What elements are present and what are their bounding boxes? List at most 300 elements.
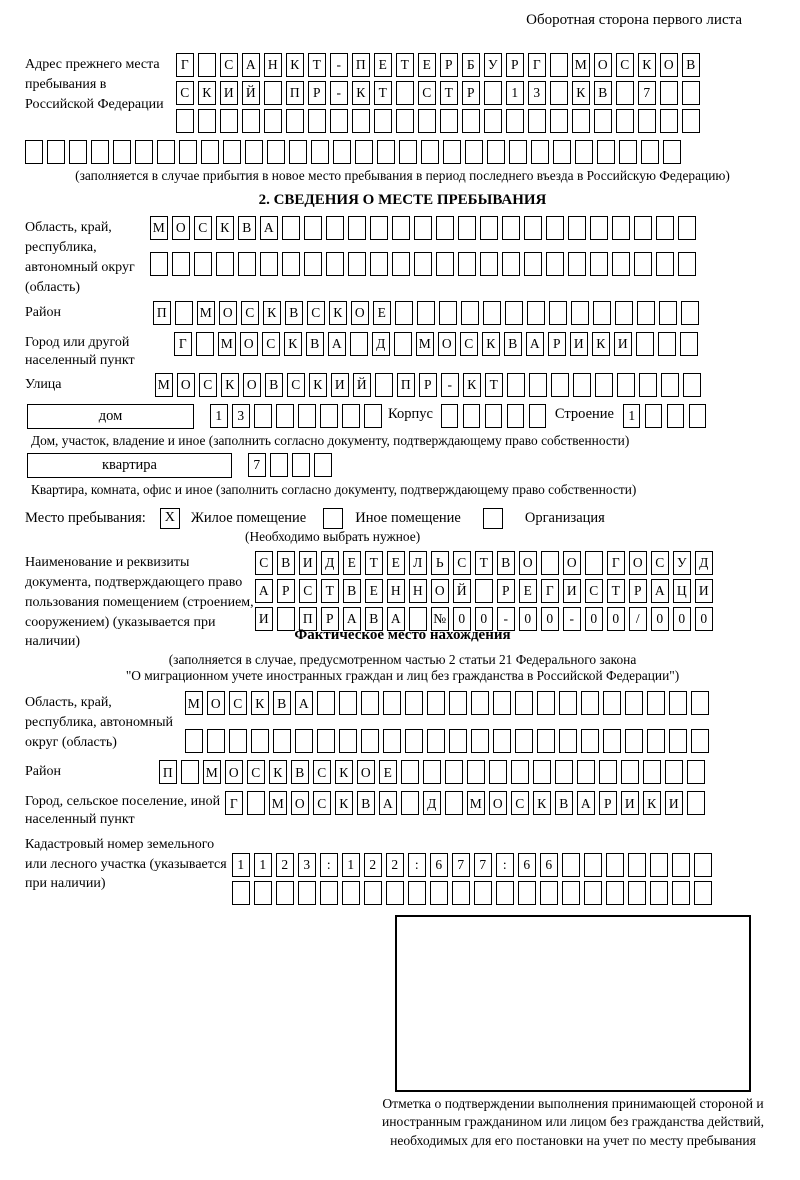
actual-location-note1: (заполняется в случае, предусмотренном частью 2 статьи 21 Федерального закона bbox=[168, 652, 637, 668]
char-cell bbox=[533, 760, 551, 784]
char-cell: С bbox=[241, 301, 259, 325]
char-cell: Е bbox=[519, 579, 537, 603]
char-cell: Г bbox=[541, 579, 559, 603]
char-cell: С bbox=[418, 81, 436, 105]
char-cell: 0 bbox=[585, 607, 603, 631]
page-header: Оборотная сторона первого листа bbox=[526, 12, 742, 28]
char-cell: И bbox=[695, 579, 713, 603]
char-cell bbox=[581, 691, 599, 715]
char-cell bbox=[515, 729, 533, 753]
char-cell: В bbox=[555, 791, 573, 815]
char-cell bbox=[577, 760, 595, 784]
char-cell bbox=[462, 109, 480, 133]
char-cell: О bbox=[357, 760, 375, 784]
char-cell: Г bbox=[607, 551, 625, 575]
char-cell: Е bbox=[379, 760, 397, 784]
char-cell: Р bbox=[506, 53, 524, 77]
char-cell: О bbox=[660, 53, 678, 77]
char-cell bbox=[540, 881, 558, 905]
char-cell bbox=[678, 216, 696, 240]
char-cell: В bbox=[504, 332, 522, 356]
char-cell bbox=[663, 140, 681, 164]
char-cell bbox=[531, 140, 549, 164]
char-cell bbox=[551, 373, 569, 397]
char-cell: Р bbox=[497, 579, 515, 603]
char-cell: П bbox=[352, 53, 370, 77]
char-cell bbox=[568, 252, 586, 276]
char-cell: К bbox=[352, 81, 370, 105]
char-cell bbox=[518, 881, 536, 905]
actual-city-field bbox=[25, 791, 780, 829]
char-cell bbox=[396, 81, 414, 105]
char-cell: О bbox=[629, 551, 647, 575]
char-cell bbox=[436, 252, 454, 276]
char-cell bbox=[339, 691, 357, 715]
region-row-2 bbox=[150, 252, 700, 276]
char-cell bbox=[573, 373, 591, 397]
char-cell bbox=[314, 453, 332, 477]
char-cell bbox=[276, 881, 294, 905]
char-cell: С bbox=[313, 760, 331, 784]
char-cell bbox=[621, 760, 639, 784]
char-cell bbox=[273, 729, 291, 753]
char-cell: Г bbox=[225, 791, 243, 815]
char-cell: Н bbox=[264, 53, 282, 77]
char-cell bbox=[417, 301, 435, 325]
char-cell: Г bbox=[176, 53, 194, 77]
char-cell: 3 bbox=[232, 404, 250, 428]
char-cell: Т bbox=[374, 81, 392, 105]
char-cell: Р bbox=[277, 579, 295, 603]
char-cell bbox=[619, 140, 637, 164]
char-cell bbox=[333, 140, 351, 164]
char-cell bbox=[436, 216, 454, 240]
char-cell bbox=[276, 404, 294, 428]
char-cell: П bbox=[397, 373, 415, 397]
char-cell bbox=[364, 881, 382, 905]
char-cell bbox=[694, 881, 712, 905]
char-cell bbox=[298, 404, 316, 428]
char-cell: П bbox=[299, 607, 317, 631]
char-cell: С bbox=[220, 53, 238, 77]
char-cell bbox=[658, 332, 676, 356]
char-cell bbox=[461, 301, 479, 325]
char-cell bbox=[682, 81, 700, 105]
actual-region-field bbox=[25, 691, 780, 757]
char-cell: М bbox=[467, 791, 485, 815]
char-cell: О bbox=[431, 579, 449, 603]
char-cell: И bbox=[621, 791, 639, 815]
char-cell bbox=[637, 301, 655, 325]
char-cell: О bbox=[438, 332, 456, 356]
char-cell bbox=[550, 53, 568, 77]
char-cell bbox=[348, 252, 366, 276]
char-cell bbox=[181, 760, 199, 784]
stroenie-label: Строение bbox=[554, 405, 614, 422]
char-cell: Е bbox=[343, 551, 361, 575]
char-cell: К bbox=[638, 53, 656, 77]
char-cell bbox=[559, 729, 577, 753]
char-cell bbox=[528, 109, 546, 133]
char-cell bbox=[667, 404, 685, 428]
char-cell bbox=[150, 252, 168, 276]
stay-type-note: (Необходимо выбрать нужное) bbox=[245, 528, 421, 544]
char-cell bbox=[599, 760, 617, 784]
char-cell: - bbox=[497, 607, 515, 631]
apartment-cells bbox=[248, 453, 336, 477]
char-cell bbox=[493, 729, 511, 753]
char-cell: У bbox=[673, 551, 691, 575]
char-cell: Р bbox=[321, 607, 339, 631]
char-cell: В bbox=[365, 607, 383, 631]
char-cell bbox=[264, 109, 282, 133]
char-cell: О bbox=[172, 216, 190, 240]
actual-district-row bbox=[159, 760, 709, 784]
char-cell: В bbox=[273, 691, 291, 715]
char-cell bbox=[484, 109, 502, 133]
district-field bbox=[25, 301, 780, 329]
char-cell bbox=[606, 853, 624, 877]
char-cell bbox=[317, 729, 335, 753]
apartment-note: Квартира, комната, офис и иное (заполнить согласно документу, подтверждающему право собственности) bbox=[31, 481, 637, 497]
char-cell: А bbox=[379, 791, 397, 815]
char-cell bbox=[157, 140, 175, 164]
char-cell: В bbox=[265, 373, 283, 397]
char-cell: К bbox=[284, 332, 302, 356]
char-cell: Р bbox=[308, 81, 326, 105]
char-cell: 0 bbox=[651, 607, 669, 631]
char-cell bbox=[691, 729, 709, 753]
char-cell bbox=[502, 216, 520, 240]
char-cell: 0 bbox=[541, 607, 559, 631]
char-cell bbox=[311, 140, 329, 164]
char-cell: К bbox=[286, 53, 304, 77]
char-cell bbox=[414, 252, 432, 276]
char-cell bbox=[304, 216, 322, 240]
char-cell bbox=[423, 760, 441, 784]
char-cell: С bbox=[307, 301, 325, 325]
char-cell bbox=[682, 109, 700, 133]
char-cell: К bbox=[335, 791, 353, 815]
char-cell bbox=[449, 691, 467, 715]
char-cell bbox=[572, 109, 590, 133]
char-cell bbox=[245, 140, 263, 164]
char-cell bbox=[475, 579, 493, 603]
char-cell: М bbox=[572, 53, 590, 77]
char-cell: 6 bbox=[518, 853, 536, 877]
char-cell bbox=[91, 140, 109, 164]
checkbox-org bbox=[483, 508, 503, 529]
char-cell bbox=[308, 109, 326, 133]
char-cell bbox=[254, 404, 272, 428]
char-cell: М bbox=[150, 216, 168, 240]
char-cell: М bbox=[197, 301, 215, 325]
char-cell: А bbox=[651, 579, 669, 603]
char-cell bbox=[524, 216, 542, 240]
char-cell bbox=[489, 760, 507, 784]
char-cell: О bbox=[489, 791, 507, 815]
char-cell: В bbox=[277, 551, 295, 575]
char-cell: - bbox=[563, 607, 581, 631]
char-cell bbox=[575, 140, 593, 164]
char-cell: 7 bbox=[248, 453, 266, 477]
char-cell: В bbox=[291, 760, 309, 784]
district-label: Район bbox=[25, 304, 61, 320]
korpus-label: Корпус bbox=[388, 405, 433, 422]
char-cell: В bbox=[306, 332, 324, 356]
char-cell: У bbox=[484, 53, 502, 77]
prev-address-label: Адрес прежнего места пребывания в Российской Федерации bbox=[25, 57, 164, 112]
char-cell: 1 bbox=[232, 853, 250, 877]
char-cell bbox=[452, 881, 470, 905]
char-cell: О bbox=[177, 373, 195, 397]
char-cell bbox=[439, 301, 457, 325]
char-cell: К bbox=[463, 373, 481, 397]
char-cell: 0 bbox=[695, 607, 713, 631]
char-cell bbox=[584, 881, 602, 905]
cadastral-label: Кадастровый номер земельного или лесного участка (указывается при наличии) bbox=[25, 836, 227, 892]
actual-city-row bbox=[225, 791, 709, 815]
char-cell: М bbox=[269, 791, 287, 815]
char-cell: А bbox=[387, 607, 405, 631]
char-cell bbox=[445, 791, 463, 815]
char-cell: - bbox=[330, 53, 348, 77]
char-cell bbox=[669, 691, 687, 715]
char-cell bbox=[628, 881, 646, 905]
prev-address-row-1 bbox=[176, 53, 704, 77]
char-cell bbox=[634, 216, 652, 240]
char-cell: Р bbox=[629, 579, 647, 603]
region-label: Область, край, республика, автономный округ (область) bbox=[25, 220, 135, 295]
char-cell bbox=[207, 729, 225, 753]
char-cell bbox=[687, 791, 705, 815]
char-cell bbox=[405, 691, 423, 715]
char-cell: О bbox=[563, 551, 581, 575]
option-inoe-label: Иное помещение bbox=[355, 509, 461, 526]
char-cell bbox=[396, 109, 414, 133]
stay-type-row bbox=[25, 508, 780, 529]
option-zhiloe-label: Жилое помещение bbox=[190, 509, 307, 526]
char-cell: С bbox=[299, 579, 317, 603]
char-cell bbox=[229, 729, 247, 753]
char-cell bbox=[612, 216, 630, 240]
char-cell: С bbox=[453, 551, 471, 575]
char-cell bbox=[678, 252, 696, 276]
char-cell: В bbox=[357, 791, 375, 815]
char-cell: - bbox=[330, 81, 348, 105]
char-cell bbox=[529, 404, 547, 428]
char-cell: Д bbox=[695, 551, 713, 575]
char-cell bbox=[507, 404, 525, 428]
char-cell bbox=[553, 140, 571, 164]
city-label: Город или другой населенный пункт bbox=[25, 334, 135, 368]
char-cell: 1 bbox=[254, 853, 272, 877]
char-cell: - bbox=[441, 373, 459, 397]
checkbox-zhiloe: X bbox=[160, 508, 180, 529]
char-cell: В bbox=[238, 216, 256, 240]
char-cell: 7 bbox=[638, 81, 656, 105]
char-cell bbox=[471, 729, 489, 753]
char-cell: 0 bbox=[673, 607, 691, 631]
char-cell bbox=[270, 453, 288, 477]
char-cell bbox=[680, 332, 698, 356]
char-cell bbox=[421, 140, 439, 164]
char-cell bbox=[581, 729, 599, 753]
char-cell bbox=[427, 691, 445, 715]
char-cell: К bbox=[269, 760, 287, 784]
char-cell: С bbox=[460, 332, 478, 356]
char-cell bbox=[427, 729, 445, 753]
char-cell: Й bbox=[242, 81, 260, 105]
char-cell: К bbox=[221, 373, 239, 397]
char-cell bbox=[342, 404, 360, 428]
char-cell bbox=[317, 691, 335, 715]
char-cell bbox=[590, 252, 608, 276]
char-cell: 1 bbox=[623, 404, 641, 428]
char-cell bbox=[687, 760, 705, 784]
char-cell: И bbox=[331, 373, 349, 397]
char-cell bbox=[480, 216, 498, 240]
char-cell: Т bbox=[396, 53, 414, 77]
char-cell bbox=[304, 252, 322, 276]
char-cell bbox=[511, 760, 529, 784]
char-cell: В bbox=[594, 81, 612, 105]
char-cell bbox=[628, 853, 646, 877]
char-cell bbox=[612, 252, 630, 276]
char-cell: Г bbox=[528, 53, 546, 77]
char-cell bbox=[694, 853, 712, 877]
street-label: Улица bbox=[25, 376, 62, 392]
char-cell: М bbox=[203, 760, 221, 784]
char-cell bbox=[383, 691, 401, 715]
actual-city-label: Город, сельское поселение, иной населенный пункт bbox=[25, 794, 221, 828]
char-cell bbox=[484, 81, 502, 105]
char-cell: О bbox=[219, 301, 237, 325]
char-cell: К bbox=[198, 81, 216, 105]
char-cell: Е bbox=[365, 579, 383, 603]
char-cell: К bbox=[329, 301, 347, 325]
char-cell bbox=[487, 140, 505, 164]
char-cell: С bbox=[511, 791, 529, 815]
char-cell: Ц bbox=[673, 579, 691, 603]
district-row bbox=[153, 301, 703, 325]
char-cell: С bbox=[262, 332, 280, 356]
char-cell bbox=[216, 252, 234, 276]
char-cell: 3 bbox=[298, 853, 316, 877]
house-row bbox=[27, 404, 780, 432]
char-cell bbox=[656, 252, 674, 276]
char-cell: И bbox=[299, 551, 317, 575]
char-cell: К bbox=[251, 691, 269, 715]
char-cell: О bbox=[240, 332, 258, 356]
char-cell bbox=[176, 109, 194, 133]
char-cell: В bbox=[682, 53, 700, 77]
char-cell: П bbox=[286, 81, 304, 105]
char-cell: Ь bbox=[431, 551, 449, 575]
char-cell bbox=[660, 81, 678, 105]
char-cell: К bbox=[572, 81, 590, 105]
char-cell bbox=[295, 729, 313, 753]
char-cell: А bbox=[260, 216, 278, 240]
char-cell: 7 bbox=[474, 853, 492, 877]
char-cell: С bbox=[255, 551, 273, 575]
char-cell bbox=[625, 729, 643, 753]
prev-address-row-2 bbox=[176, 81, 704, 105]
char-cell bbox=[414, 216, 432, 240]
char-cell bbox=[537, 691, 555, 715]
char-cell: С bbox=[313, 791, 331, 815]
char-cell: С bbox=[585, 579, 603, 603]
char-cell bbox=[471, 691, 489, 715]
char-cell bbox=[584, 853, 602, 877]
char-cell bbox=[559, 691, 577, 715]
char-cell: 1 bbox=[342, 853, 360, 877]
char-cell: О bbox=[519, 551, 537, 575]
char-cell bbox=[645, 404, 663, 428]
char-cell bbox=[198, 53, 216, 77]
char-cell bbox=[386, 881, 404, 905]
char-cell bbox=[179, 140, 197, 164]
actual-location-title: Фактическое место нахождения bbox=[294, 627, 511, 644]
char-cell bbox=[458, 216, 476, 240]
char-cell: Д bbox=[321, 551, 339, 575]
char-cell bbox=[220, 109, 238, 133]
char-cell bbox=[364, 404, 382, 428]
char-cell bbox=[650, 881, 668, 905]
house-number-cells bbox=[210, 404, 386, 428]
char-cell bbox=[594, 109, 612, 133]
char-cell: 1 bbox=[506, 81, 524, 105]
char-cell bbox=[254, 881, 272, 905]
char-cell bbox=[550, 81, 568, 105]
char-cell bbox=[399, 140, 417, 164]
char-cell: Е bbox=[418, 53, 436, 77]
char-cell bbox=[198, 109, 216, 133]
char-cell: М bbox=[416, 332, 434, 356]
char-cell bbox=[541, 551, 559, 575]
char-cell bbox=[691, 691, 709, 715]
char-cell: К bbox=[335, 760, 353, 784]
char-cell bbox=[401, 791, 419, 815]
char-cell bbox=[267, 140, 285, 164]
char-cell bbox=[568, 216, 586, 240]
char-cell: И bbox=[614, 332, 632, 356]
char-cell bbox=[292, 453, 310, 477]
section2-title: 2. СВЕДЕНИЯ О МЕСТЕ ПРЕБЫВАНИЯ bbox=[258, 192, 547, 208]
char-cell: С bbox=[287, 373, 305, 397]
char-cell: И bbox=[563, 579, 581, 603]
char-cell bbox=[659, 301, 677, 325]
char-cell: С bbox=[199, 373, 217, 397]
char-cell bbox=[529, 373, 547, 397]
char-cell bbox=[665, 760, 683, 784]
char-cell bbox=[496, 881, 514, 905]
char-cell: № bbox=[431, 607, 449, 631]
char-cell bbox=[641, 140, 659, 164]
actual-location-note2: "О миграционном учете иностранных граждан и лиц без гражданства в Российской Федерации") bbox=[125, 668, 680, 684]
char-cell bbox=[326, 252, 344, 276]
char-cell bbox=[348, 216, 366, 240]
stroenie-cells bbox=[623, 404, 711, 428]
char-cell bbox=[555, 760, 573, 784]
char-cell: А bbox=[255, 579, 273, 603]
char-cell: : bbox=[408, 853, 426, 877]
actual-region-row-1 bbox=[185, 691, 713, 715]
char-cell: П bbox=[153, 301, 171, 325]
char-cell bbox=[282, 216, 300, 240]
char-cell bbox=[449, 729, 467, 753]
char-cell bbox=[247, 791, 265, 815]
